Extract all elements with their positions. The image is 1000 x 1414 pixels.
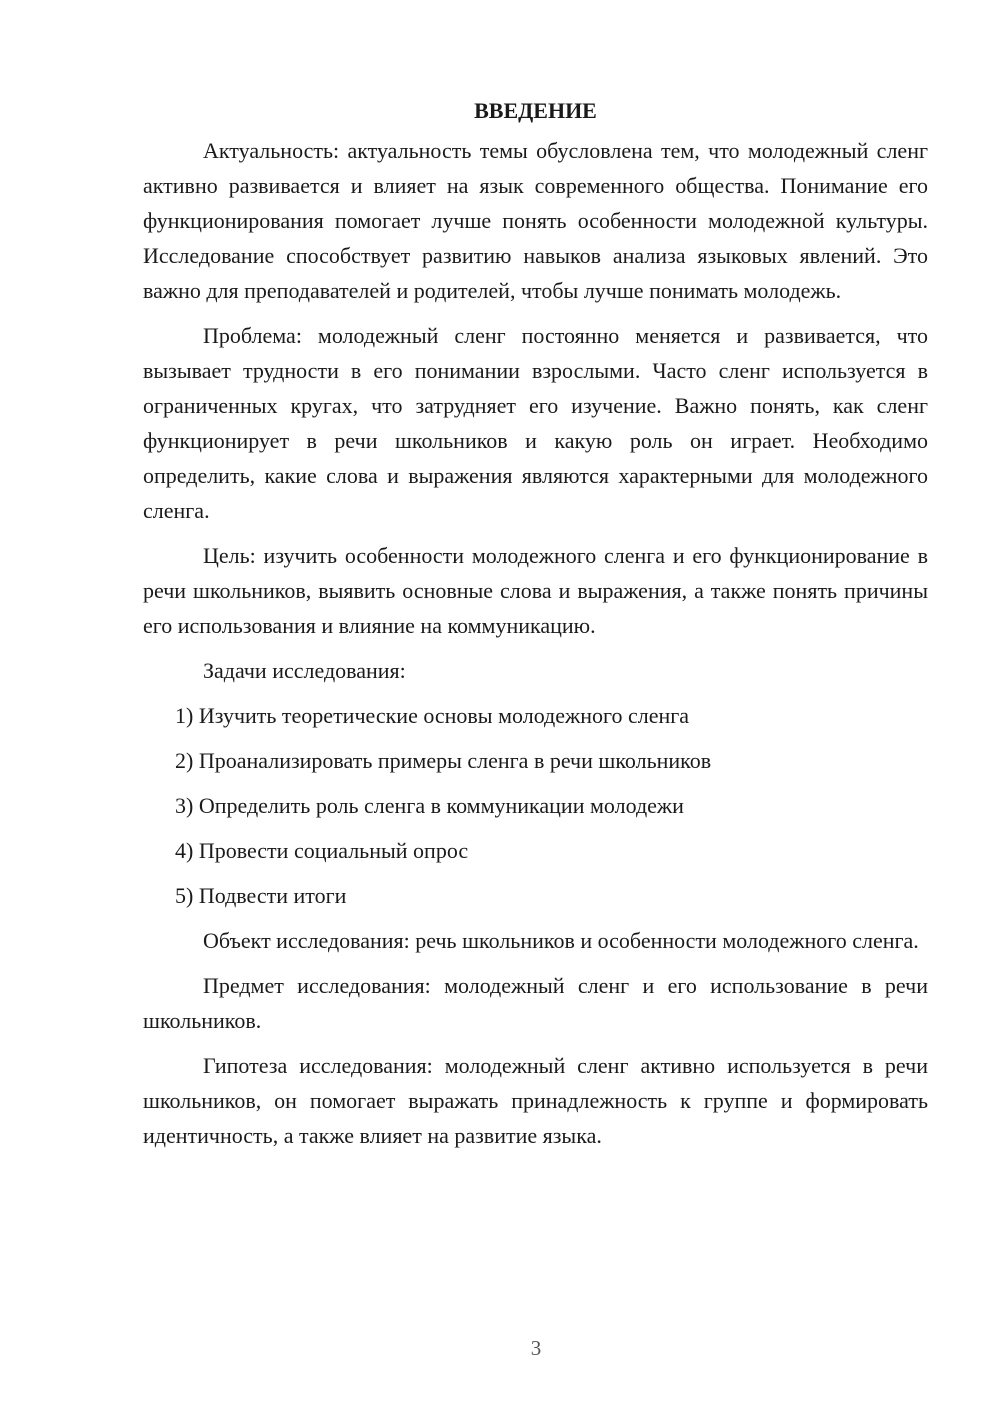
tasks-heading: Задачи исследования:	[203, 658, 406, 683]
section-title: ВВЕДЕНИЕ	[474, 98, 597, 123]
task-item: 1) Изучить теоретические основы молодежного сленга	[175, 703, 690, 728]
task-item: 2) Проанализировать примеры сленга в речи школьников	[175, 748, 712, 773]
task-list	[143, 698, 928, 913]
paragraph-goal: Цель: изучить особенности молодежного сленга и его функционирование в речи школьников, выявить основные слова и выражения, а также понять причины его использования и влияние на коммуникацию.	[143, 543, 928, 638]
paragraph-subject: Предмет исследования: молодежный сленг и его использование в речи школьников.	[143, 973, 928, 1033]
task-item: 5) Подвести итоги	[175, 883, 347, 908]
paragraph-relevance: Актуальность: актуальность темы обусловлена тем, что молодежный сленг активно развивается и влияет на язык современного общества. Понимание его функционирования помогает лучше понять особенности молодежной культуры. Исследование способствует развитию навыков анализа языковых явлений. Это важно для преподавателей и родителей, чтобы лучше понимать молодежь.	[143, 138, 928, 303]
page-number: 3	[530, 1336, 542, 1360]
task-item: 4) Провести социальный опрос	[175, 838, 469, 863]
paragraph-hypothesis: Гипотеза исследования: молодежный сленг активно используется в речи школьников, он помогает выражать принадлежность к группе и формировать идентичность, а также влияет на развитие языка.	[143, 1053, 928, 1148]
page-content	[143, 93, 928, 1163]
task-item: 3) Определить роль сленга в коммуникации молодежи	[175, 793, 684, 818]
paragraph-object: Объект исследования: речь школьников и особенности молодежного сленга.	[203, 928, 919, 953]
paragraph-problem: Проблема: молодежный сленг постоянно меняется и развивается, что вызывает трудности в его понимании взрослыми. Часто сленг используется в ограниченных кругах, что затрудняет его изучение. Важно понять, как сленг функционирует в речи школьников и какую роль он играет. Необходимо определить, какие слова и выражения являются характерными для молодежного сленга.	[143, 323, 928, 523]
